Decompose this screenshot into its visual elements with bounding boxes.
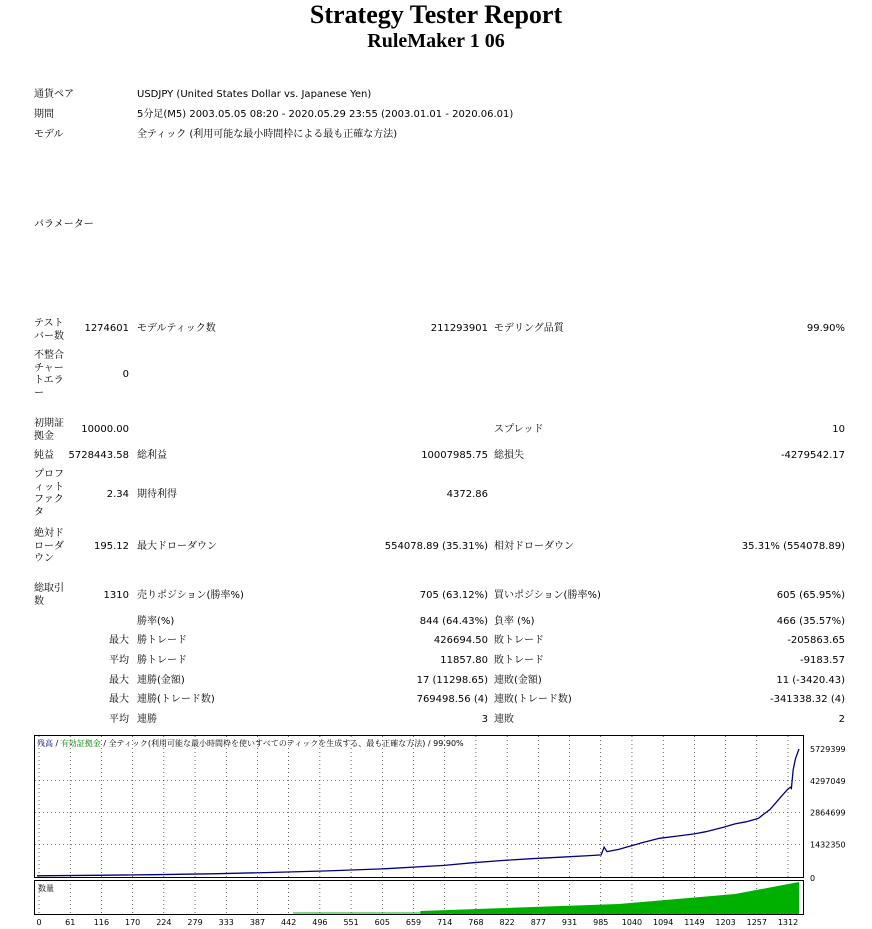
net-profit-label: 純益: [34, 450, 54, 461]
consec-profit-value: 769498.56 (4): [416, 694, 488, 705]
mismatch-value: 0: [122, 369, 129, 380]
x-tick-label: 1203: [715, 918, 736, 927]
short-positions-value: 705 (63.12%): [419, 590, 488, 601]
expected-payoff-value: 4372.86: [446, 489, 488, 500]
profit-factor-value: 2.34: [106, 489, 129, 500]
largest-loss-value: -205863.65: [787, 635, 845, 646]
x-tick-label: 659: [405, 918, 422, 927]
consec-wins-money-label: 連勝(金額): [137, 675, 185, 686]
profit-factor-label: プロフィットファクタ: [34, 469, 64, 518]
max-drawdown-label: 最大ドローダウン: [137, 541, 217, 552]
plot-frame: [35, 736, 804, 878]
symbol-value: USDJPY (United States Dollar vs. Japanese Yen): [137, 89, 372, 100]
legend-balance: 残高: [37, 739, 53, 748]
y-tick-label: 1432350: [810, 840, 846, 850]
x-tick-label: 333: [218, 918, 234, 927]
profit-trades-value: 844 (64.43%): [419, 616, 488, 627]
deposit-label: 初期証拠金: [34, 418, 64, 442]
x-tick-label: 605: [374, 918, 390, 927]
volume-label: 数量: [38, 884, 54, 893]
spread-value: 10: [832, 424, 845, 435]
x-tick-label: 931: [561, 918, 578, 927]
bars-value: 1274601: [84, 323, 129, 334]
largest-win-value: 426694.50: [433, 635, 488, 646]
avg-loss-label: 敗トレード: [494, 655, 544, 666]
consec-loss-label: 連敗(トレード数): [494, 694, 572, 705]
max-consec-prefix: 最大: [109, 675, 129, 686]
largest-win-label: 勝トレード: [137, 635, 187, 646]
x-tick-label: 1312: [777, 918, 799, 927]
y-tick-label: 0: [810, 874, 816, 883]
avg-win-value: 11857.80: [440, 655, 488, 666]
x-tick-label: 279: [187, 918, 203, 927]
loss-trades-value: 466 (35.57%): [776, 616, 845, 627]
x-tick-label: 116: [93, 918, 110, 927]
average-prefix: 平均: [109, 655, 129, 666]
x-axis-ticks: [36, 918, 798, 927]
x-tick-label: 61: [65, 918, 76, 927]
legend-equity: 有効証拠金: [60, 739, 101, 748]
legend-sep1: /: [53, 739, 61, 748]
loss-trades-label: 負率 (%): [494, 616, 535, 627]
avg-consec-win-label: 連勝: [137, 714, 157, 725]
abs-drawdown-value: 195.12: [94, 541, 129, 552]
parameters-label: パラメーター: [34, 219, 94, 230]
consec-wins-money-value: 17 (11298.65): [416, 675, 488, 686]
avg-consec-prefix: 平均: [109, 714, 129, 725]
expected-payoff-label: 期待利得: [137, 489, 177, 500]
x-tick-label: 1149: [684, 918, 705, 927]
model-label: モデル: [34, 129, 64, 140]
consec-losses-money-label: 連敗(金額): [494, 675, 542, 686]
short-positions-label: 売りポジション(勝率%): [137, 590, 244, 601]
x-tick-label: 768: [468, 918, 484, 927]
legend-model: 全ティック(利用可能な最小時間枠を使いすべてのティックを生成する、最も正確な方法) / 99.90%: [108, 739, 464, 748]
rel-drawdown-label: 相対ドローダウン: [494, 541, 574, 552]
avg-consec-win-value: 3: [481, 714, 488, 725]
net-profit-value: 5728443.58: [68, 450, 129, 461]
consec-losses-money-value: 11 (-3420.43): [776, 675, 845, 686]
long-positions-value: 605 (65.95%): [776, 590, 845, 601]
legend: [37, 738, 464, 748]
balance-chart: [34, 735, 868, 929]
x-tick-label: 714: [437, 918, 453, 927]
x-tick-label: 985: [593, 918, 609, 927]
y-axis-ticks: [810, 745, 846, 883]
gross-profit-value: 10007985.75: [421, 450, 488, 461]
bars-label: テストバー数: [34, 318, 64, 342]
period-label: 期間: [34, 109, 54, 120]
total-trades-label: 総取引数: [34, 583, 64, 607]
x-tick-label: 496: [312, 918, 328, 927]
largest-loss-label: 敗トレード: [494, 635, 544, 646]
x-tick-label: 1257: [746, 918, 767, 927]
period-value: 5分足(M5) 2003.05.05 08:20 - 2020.05.29 23:55 (2003.01.01 - 2020.06.01): [137, 109, 514, 120]
avg-win-label: 勝トレード: [137, 655, 187, 666]
gross-loss-value: -4279542.17: [780, 450, 845, 461]
avg-consec-loss-label: 連敗: [494, 714, 514, 725]
x-tick-label: 1040: [621, 918, 643, 927]
y-tick-label: 2864699: [810, 808, 846, 818]
spread-label: スプレッド: [494, 424, 544, 435]
mismatch-label: 不整合チャートエラー: [34, 350, 64, 399]
avg-loss-value: -9183.57: [800, 655, 845, 666]
gross-loss-label: 総損失: [494, 450, 524, 461]
quality-label: モデリング品質: [494, 323, 564, 334]
deposit-value: 10000.00: [81, 424, 129, 435]
model-value: 全ティック (利用可能な最小時間枠による最も正確な方法): [137, 129, 398, 140]
legend-sep2: /: [100, 739, 109, 748]
x-tick-label: 1094: [652, 918, 674, 927]
ticks-value: 211293901: [430, 323, 488, 334]
y-tick-label: 5729399: [810, 745, 846, 754]
x-tick-label: 877: [530, 918, 546, 927]
x-tick-label: 822: [499, 918, 515, 927]
report-title: Strategy Tester Report: [309, 0, 563, 29]
x-tick-label: 442: [281, 918, 297, 927]
total-trades-value: 1310: [103, 590, 129, 601]
y-tick-label: 4297049: [810, 776, 846, 786]
largest-prefix: 最大: [109, 635, 129, 646]
report-subtitle: RuleMaker 1 06: [367, 30, 505, 52]
ticks-label: モデルティック数: [137, 323, 216, 334]
max-drawdown-value: 554078.89 (35.31%): [384, 541, 488, 552]
avg-consec-loss-value: 2: [838, 714, 845, 725]
x-tick-label: 551: [343, 918, 359, 927]
long-positions-label: 買いポジション(勝率%): [494, 590, 601, 601]
consec-profit-label: 連勝(トレード数): [137, 694, 215, 705]
rel-drawdown-value: 35.31% (554078.89): [741, 541, 845, 552]
x-tick-label: 0: [36, 918, 42, 927]
quality-value: 99.90%: [806, 323, 845, 334]
symbol-label: 通貨ペア: [34, 89, 74, 100]
x-tick-label: 170: [124, 918, 141, 927]
x-tick-label: 224: [156, 918, 172, 927]
gross-profit-label: 総利益: [137, 450, 167, 461]
x-tick-label: 387: [249, 918, 266, 927]
profit-trades-label: 勝率(%): [137, 616, 175, 627]
consec-loss-value: -341338.32 (4): [769, 694, 845, 705]
abs-drawdown-label: 絶対ドローダウン: [34, 528, 64, 564]
max-consec-count-prefix: 最大: [109, 694, 129, 705]
